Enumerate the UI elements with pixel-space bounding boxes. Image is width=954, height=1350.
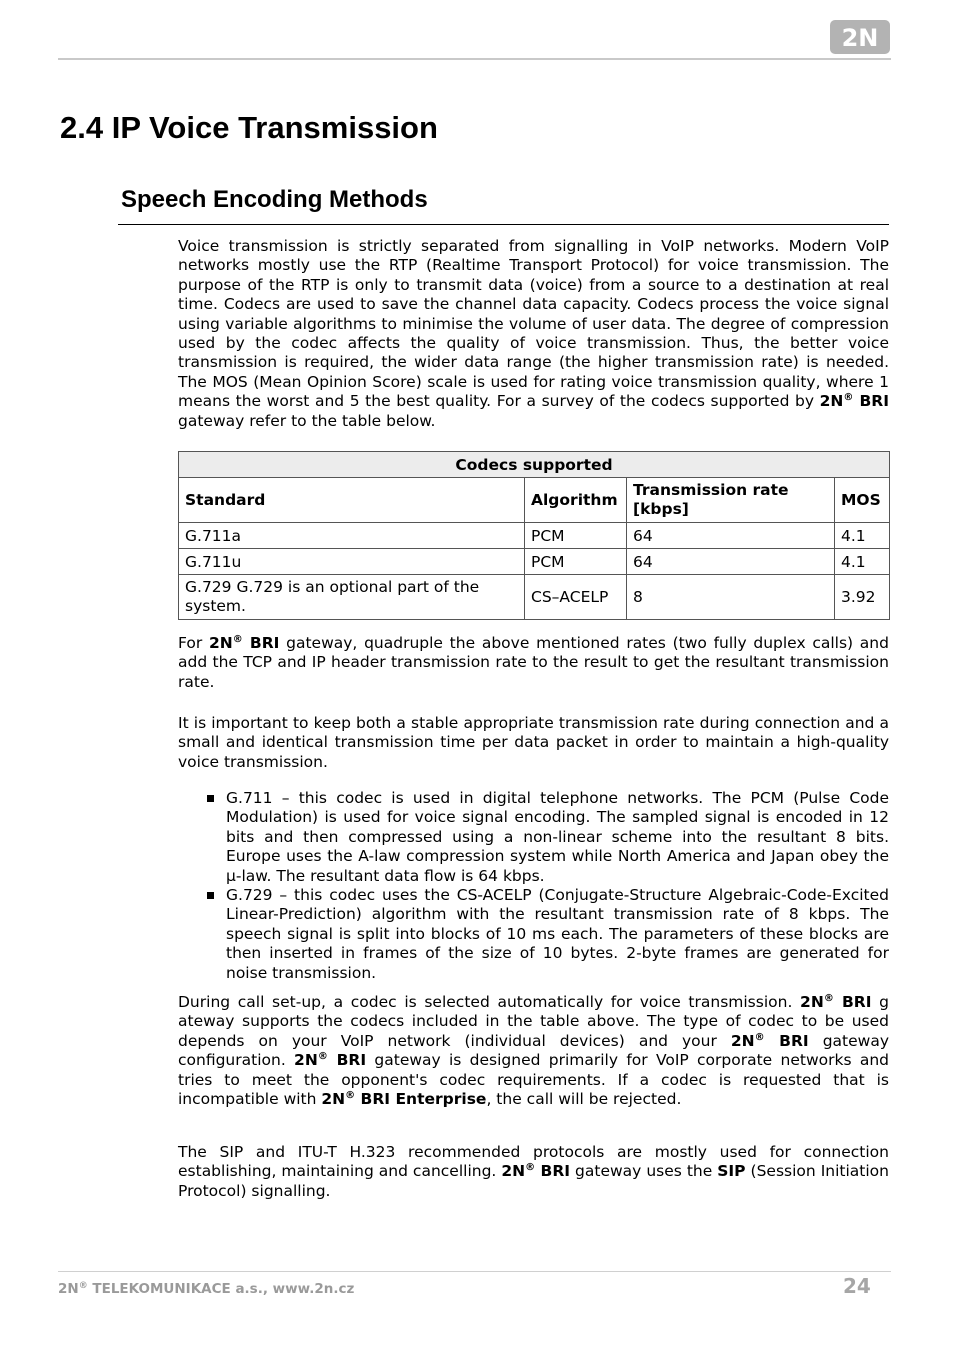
table-cell: PCM <box>525 549 627 575</box>
section-title: Speech Encoding Methods <box>121 186 428 213</box>
column-header: MOS <box>835 478 890 523</box>
table-cell: G.711a <box>179 523 525 549</box>
table-cell: 8 <box>627 575 835 620</box>
table-cell: CS–ACELP <box>525 575 627 620</box>
page-number: 24 <box>843 1274 871 1298</box>
table-caption: Codecs supported <box>179 452 890 478</box>
intro-paragraph: Voice transmission is strictly separated from signalling in VoIP networks. Modern VoIP networks mostly use the RTP (Realtime Transport Protocol) for voice transmission. The purpose of the RTP is only to transmit data (voice) from a source to a destination at real time. Codecs are used to save the channel data capacity. Codecs process the voice signal using variable algorithms to minimise the volume of user data. The degree of compression used by the codec affects the quality of voice transmission. Thus, the better voice transmission is required, the wider data range (the higher transmission rate) is needed. The MOS (Mean Opinion Score) scale is used for rating voice transmission quality, where 1 means the worst and 5 the best quality. For a survey of the codecs supported by 2N® BRI gateway refer to the table below. <box>178 237 889 430</box>
table-cell: G.729 G.729 is an optional part of the system. <box>179 575 525 620</box>
section-rule <box>118 224 889 225</box>
table-cell: PCM <box>525 523 627 549</box>
2n-logo <box>829 19 891 55</box>
page-title: 2.4 IP Voice Transmission <box>60 110 438 145</box>
table-cell: 4.1 <box>835 549 890 575</box>
stability-paragraph: It is important to keep both a stable appropriate transmission rate during connection and a small and identical transmission time per data packet in order to maintain a high-quality voice transmission. <box>178 714 889 771</box>
table-row <box>179 575 890 620</box>
column-header: Transmission rate [kbps] <box>627 478 835 523</box>
call-setup-paragraph: During call set-up, a codec is selected automatically for voice transmission. 2N® BRI g ateway supports the codecs included in the table above. The type of codec to be used depends on your VoIP network (individual devices) and your 2N® BRI gateway configuration. 2N® BRI gateway is designed primarily for VoIP corporate networks and tries to meet the opponent's codec requirements. If a codec is requested that is incompatible with 2N® BRI Enterprise, the call will be rejected. <box>178 993 889 1109</box>
bullet-square-icon <box>207 892 214 899</box>
rates-paragraph: For 2N® BRI gateway, quadruple the above mentioned rates (two fully duplex calls) and add the TCP and IP header transmission rate to the result to get the resultant transmission rate. <box>178 634 889 691</box>
table-cell: 4.1 <box>835 523 890 549</box>
table-cell: G.711u <box>179 549 525 575</box>
table-cell: 3.92 <box>835 575 890 620</box>
column-header: Algorithm <box>525 478 627 523</box>
table-cell: 64 <box>627 549 835 575</box>
bullet-square-icon <box>207 795 214 802</box>
table-row <box>179 549 890 575</box>
table-cell: 64 <box>627 523 835 549</box>
footer-rule <box>58 1271 891 1272</box>
header-rule <box>58 58 891 60</box>
sip-paragraph: The SIP and ITU-T H.323 recommended protocols are mostly used for connection establishing, maintaining and cancelling. 2N® BRI gateway uses the SIP (Session Initiation Protocol) signalling. <box>178 1143 889 1200</box>
column-header: Standard <box>179 478 525 523</box>
table-row <box>179 523 890 549</box>
codec-bullet-list <box>178 789 889 983</box>
svg-text:2N: 2N <box>841 24 879 52</box>
list-item: G.729 – this codec uses the CS-ACELP (Conjugate-Structure Algebraic-Code-Excited Linear-Prediction) algorithm with the resultant transmission rate of 8 kbps. The speech signal is split into blocks of 10 ms each. The parameters of these blocks are then inserted in frames of the size of 10 bytes. 2-byte frames are generated for noise transmission. <box>178 886 889 983</box>
list-item: G.711 – this codec is used in digital telephone networks. The PCM (Pulse Code Modulation) is used for voice signal encoding. The sampled signal is encoded in 12 bits and then compressed using a non-linear scheme into the resultant 8 bits. Europe uses the A-law compression system while North America and Japan obey the μ-law. The resultant data flow is 64 kbps. <box>178 789 889 886</box>
footer-company: 2N® TELEKOMUNIKACE a.s., www.2n.cz <box>58 1281 355 1297</box>
codecs-table <box>178 451 890 620</box>
